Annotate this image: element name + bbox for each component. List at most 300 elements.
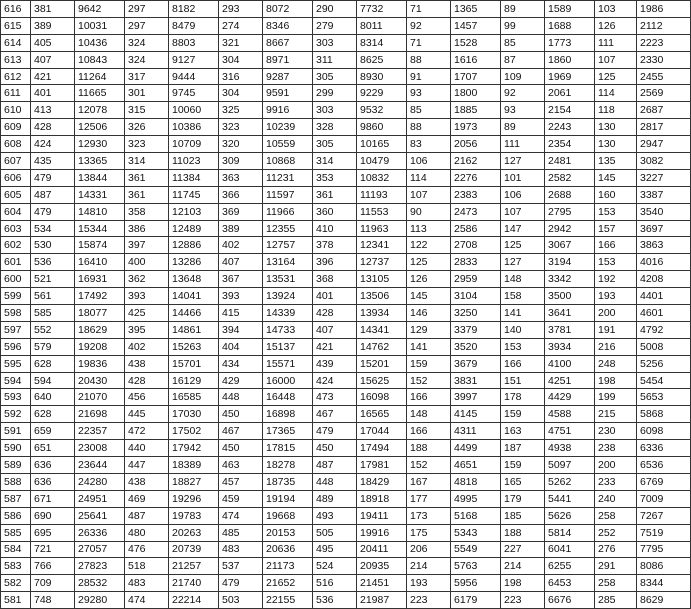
- table-cell: 450: [313, 440, 357, 457]
- table-cell: 12737: [357, 254, 407, 271]
- table-cell: 591: [1, 423, 31, 440]
- table-cell: 325: [219, 102, 263, 119]
- table-cell: 579: [31, 338, 75, 355]
- table-cell: 2162: [451, 153, 501, 170]
- table-cell: 367: [219, 271, 263, 288]
- table-cell: 27057: [75, 541, 125, 558]
- table-cell: 459: [219, 490, 263, 507]
- table-cell: 13105: [357, 271, 407, 288]
- table-cell: 361: [125, 186, 169, 203]
- table-cell: 600: [1, 271, 31, 288]
- table-cell: 9287: [263, 68, 313, 85]
- table-cell: 487: [313, 457, 357, 474]
- table-cell: 636: [31, 473, 75, 490]
- table-cell: 21698: [75, 406, 125, 423]
- table-cell: 14041: [169, 288, 219, 305]
- table-cell: 179: [501, 490, 545, 507]
- table-cell: 106: [407, 153, 451, 170]
- table-cell: 20153: [263, 524, 313, 541]
- table-cell: 480: [125, 524, 169, 541]
- table-cell: 11963: [357, 220, 407, 237]
- table-cell: 8629: [637, 592, 691, 609]
- table-cell: 13365: [75, 153, 125, 170]
- table-cell: 159: [501, 457, 545, 474]
- table-cell: 485: [219, 524, 263, 541]
- table-cell: 4938: [545, 440, 595, 457]
- table-cell: 598: [1, 305, 31, 322]
- table-cell: 16448: [263, 389, 313, 406]
- table-cell: 21652: [263, 575, 313, 592]
- table-cell: 487: [125, 507, 169, 524]
- table-cell: 111: [595, 34, 637, 51]
- table-cell: 89: [501, 119, 545, 136]
- table-cell: 127: [501, 254, 545, 271]
- table-cell: 2817: [637, 119, 691, 136]
- table-cell: 13924: [263, 288, 313, 305]
- table-cell: 604: [1, 203, 31, 220]
- table-cell: 401: [31, 85, 75, 102]
- table-cell: 483: [125, 575, 169, 592]
- table-cell: 122: [407, 237, 451, 254]
- table-cell: 24951: [75, 490, 125, 507]
- table-row: [1, 305, 691, 322]
- table-cell: 285: [595, 592, 637, 609]
- table-cell: 2330: [637, 51, 691, 68]
- table-cell: 397: [125, 237, 169, 254]
- table-cell: 13844: [75, 169, 125, 186]
- table-cell: 597: [1, 321, 31, 338]
- table-cell: 396: [313, 254, 357, 271]
- table-cell: 188: [407, 440, 451, 457]
- table-cell: 21740: [169, 575, 219, 592]
- table-cell: 2569: [637, 85, 691, 102]
- table-cell: 6676: [545, 592, 595, 609]
- table-cell: 188: [501, 524, 545, 541]
- table-cell: 6179: [451, 592, 501, 609]
- table-cell: 22357: [75, 423, 125, 440]
- table-cell: 5549: [451, 541, 501, 558]
- table-cell: 15201: [357, 355, 407, 372]
- table-cell: 2455: [637, 68, 691, 85]
- table-cell: 6255: [545, 558, 595, 575]
- table-cell: 258: [595, 575, 637, 592]
- table-cell: 593: [1, 389, 31, 406]
- table-cell: 178: [501, 389, 545, 406]
- table-cell: 7009: [637, 490, 691, 507]
- table-cell: 153: [595, 254, 637, 271]
- table-cell: 15571: [263, 355, 313, 372]
- table-row: [1, 136, 691, 153]
- table-cell: 9591: [263, 85, 313, 102]
- table-cell: 10559: [263, 136, 313, 153]
- table-cell: 424: [31, 136, 75, 153]
- table-cell: 109: [501, 68, 545, 85]
- table-cell: 92: [501, 85, 545, 102]
- table-cell: 536: [313, 592, 357, 609]
- table-cell: 425: [125, 305, 169, 322]
- table-cell: 21451: [357, 575, 407, 592]
- table-cell: 2112: [637, 17, 691, 34]
- table-cell: 552: [31, 321, 75, 338]
- table-cell: 362: [125, 271, 169, 288]
- table-cell: 614: [1, 34, 31, 51]
- table-cell: 602: [1, 237, 31, 254]
- table-cell: 18389: [169, 457, 219, 474]
- table-cell: 4651: [451, 457, 501, 474]
- table-cell: 393: [125, 288, 169, 305]
- table-cell: 198: [595, 372, 637, 389]
- table-cell: 429: [219, 372, 263, 389]
- table-cell: 18278: [263, 457, 313, 474]
- table-cell: 146: [407, 305, 451, 322]
- table-cell: 16410: [75, 254, 125, 271]
- table-cell: 166: [501, 355, 545, 372]
- table-cell: 690: [31, 507, 75, 524]
- table-cell: 2354: [545, 136, 595, 153]
- table-cell: 153: [501, 338, 545, 355]
- table-cell: 15874: [75, 237, 125, 254]
- table-cell: 1969: [545, 68, 595, 85]
- table-cell: 199: [595, 389, 637, 406]
- table-cell: 8072: [263, 1, 313, 18]
- table-cell: 518: [125, 558, 169, 575]
- table-cell: 3781: [545, 321, 595, 338]
- table-cell: 248: [595, 355, 637, 372]
- table-cell: 360: [313, 203, 357, 220]
- table-cell: 4429: [545, 389, 595, 406]
- table-cell: 10165: [357, 136, 407, 153]
- table-cell: 303: [313, 102, 357, 119]
- table-cell: 424: [313, 372, 357, 389]
- table-cell: 456: [125, 389, 169, 406]
- table-cell: 103: [595, 1, 637, 18]
- table-row: [1, 203, 691, 220]
- table-cell: 421: [31, 68, 75, 85]
- table-cell: 111: [501, 136, 545, 153]
- table-cell: 592: [1, 406, 31, 423]
- table-cell: 561: [31, 288, 75, 305]
- table-cell: 19836: [75, 355, 125, 372]
- table-cell: 410: [313, 220, 357, 237]
- table-cell: 214: [501, 558, 545, 575]
- table-row: [1, 592, 691, 609]
- table-cell: 130: [595, 119, 637, 136]
- table-cell: 91: [407, 68, 451, 85]
- table-cell: 85: [501, 34, 545, 51]
- table-row: [1, 102, 691, 119]
- table-cell: 125: [595, 68, 637, 85]
- table-cell: 191: [595, 321, 637, 338]
- table-cell: 227: [501, 541, 545, 558]
- table-cell: 165: [501, 473, 545, 490]
- table-cell: 601: [1, 254, 31, 271]
- table-cell: 472: [125, 423, 169, 440]
- table-row: [1, 423, 691, 440]
- table-cell: 13286: [169, 254, 219, 271]
- table-cell: 8314: [357, 34, 407, 51]
- table-cell: 11384: [169, 169, 219, 186]
- table-cell: 2383: [451, 186, 501, 203]
- table-cell: 206: [407, 541, 451, 558]
- table-cell: 463: [219, 457, 263, 474]
- table-cell: 323: [219, 119, 263, 136]
- table-cell: 487: [31, 186, 75, 203]
- table-row: [1, 440, 691, 457]
- table-cell: 92: [407, 17, 451, 34]
- table-cell: 15137: [263, 338, 313, 355]
- table-cell: 448: [219, 389, 263, 406]
- table-cell: 3540: [637, 203, 691, 220]
- table-cell: 152: [407, 457, 451, 474]
- table-cell: 595: [1, 355, 31, 372]
- table-cell: 125: [407, 254, 451, 271]
- table-cell: 141: [407, 338, 451, 355]
- table-cell: 18918: [357, 490, 407, 507]
- table-cell: 16931: [75, 271, 125, 288]
- table-cell: 2833: [451, 254, 501, 271]
- table-cell: 16098: [357, 389, 407, 406]
- table-cell: 2481: [545, 153, 595, 170]
- table-cell: 17492: [75, 288, 125, 305]
- table-cell: 3697: [637, 220, 691, 237]
- table-cell: 12506: [75, 119, 125, 136]
- table-cell: 2582: [545, 169, 595, 186]
- table-cell: 223: [501, 592, 545, 609]
- table-cell: 157: [595, 220, 637, 237]
- table-cell: 407: [31, 51, 75, 68]
- table-cell: 8803: [169, 34, 219, 51]
- table-row: [1, 119, 691, 136]
- table-cell: 10479: [357, 153, 407, 170]
- table-cell: 6536: [637, 457, 691, 474]
- table-cell: 20263: [169, 524, 219, 541]
- table-cell: 12757: [263, 237, 313, 254]
- table-cell: 19916: [357, 524, 407, 541]
- table-row: [1, 68, 691, 85]
- table-row: [1, 153, 691, 170]
- table-cell: 10239: [263, 119, 313, 136]
- table-cell: 13934: [357, 305, 407, 322]
- table-row: [1, 507, 691, 524]
- table-cell: 309: [219, 153, 263, 170]
- table-cell: 607: [1, 153, 31, 170]
- table-cell: 483: [219, 541, 263, 558]
- table-cell: 305: [313, 136, 357, 153]
- table-cell: 636: [31, 457, 75, 474]
- table-cell: 613: [1, 51, 31, 68]
- table-cell: 1616: [451, 51, 501, 68]
- table-cell: 11264: [75, 68, 125, 85]
- table-cell: 177: [407, 490, 451, 507]
- table-row: [1, 406, 691, 423]
- table-cell: 274: [219, 17, 263, 34]
- table-cell: 389: [31, 17, 75, 34]
- table-cell: 145: [595, 169, 637, 186]
- table-cell: 18827: [169, 473, 219, 490]
- table-row: [1, 558, 691, 575]
- table-cell: 12489: [169, 220, 219, 237]
- table-cell: 175: [407, 524, 451, 541]
- table-cell: 4818: [451, 473, 501, 490]
- table-cell: 4401: [637, 288, 691, 305]
- table-cell: 612: [1, 68, 31, 85]
- table-cell: 748: [31, 592, 75, 609]
- table-cell: 4311: [451, 423, 501, 440]
- table-cell: 428: [31, 119, 75, 136]
- table-cell: 314: [313, 153, 357, 170]
- table-cell: 415: [219, 305, 263, 322]
- table-cell: 9127: [169, 51, 219, 68]
- table-cell: 404: [219, 338, 263, 355]
- table-cell: 10868: [263, 153, 313, 170]
- table-cell: 581: [1, 592, 31, 609]
- table-cell: 599: [1, 288, 31, 305]
- table-cell: 5262: [545, 473, 595, 490]
- table-cell: 608: [1, 136, 31, 153]
- table-cell: 148: [407, 406, 451, 423]
- table-cell: 12078: [75, 102, 125, 119]
- table-cell: 8182: [169, 1, 219, 18]
- table-cell: 20636: [263, 541, 313, 558]
- table-cell: 89: [501, 1, 545, 18]
- table-cell: 328: [313, 119, 357, 136]
- table-cell: 2154: [545, 102, 595, 119]
- table-cell: 386: [125, 220, 169, 237]
- table-cell: 187: [501, 440, 545, 457]
- table-cell: 216: [595, 338, 637, 355]
- table-cell: 10843: [75, 51, 125, 68]
- table-cell: 16129: [169, 372, 219, 389]
- table-cell: 12930: [75, 136, 125, 153]
- table-cell: 258: [595, 507, 637, 524]
- table-cell: 173: [407, 507, 451, 524]
- table-cell: 2056: [451, 136, 501, 153]
- table-cell: 447: [125, 457, 169, 474]
- table-cell: 14341: [357, 321, 407, 338]
- table-cell: 450: [219, 440, 263, 457]
- table-cell: 4601: [637, 305, 691, 322]
- table-cell: 530: [31, 237, 75, 254]
- table-cell: 3997: [451, 389, 501, 406]
- table-cell: 14466: [169, 305, 219, 322]
- table-cell: 71: [407, 34, 451, 51]
- table-row: [1, 271, 691, 288]
- table-cell: 27823: [75, 558, 125, 575]
- table-cell: 5008: [637, 338, 691, 355]
- table-cell: 709: [31, 575, 75, 592]
- table-cell: 17030: [169, 406, 219, 423]
- table-cell: 1457: [451, 17, 501, 34]
- table-cell: 152: [407, 372, 451, 389]
- table-cell: 4588: [545, 406, 595, 423]
- table-cell: 438: [125, 473, 169, 490]
- table-cell: 71: [407, 1, 451, 18]
- table-cell: 90: [407, 203, 451, 220]
- table-cell: 616: [1, 1, 31, 18]
- table-row: [1, 473, 691, 490]
- table-cell: 439: [313, 355, 357, 372]
- table-cell: 293: [219, 1, 263, 18]
- table-cell: 14810: [75, 203, 125, 220]
- table-cell: 590: [1, 440, 31, 457]
- table-cell: 5763: [451, 558, 501, 575]
- table-cell: 19208: [75, 338, 125, 355]
- table-cell: 23644: [75, 457, 125, 474]
- table-cell: 5441: [545, 490, 595, 507]
- table-cell: 127: [501, 153, 545, 170]
- table-cell: 7267: [637, 507, 691, 524]
- table-cell: 4100: [545, 355, 595, 372]
- table-cell: 129: [407, 321, 451, 338]
- table-cell: 393: [219, 288, 263, 305]
- table-cell: 536: [31, 254, 75, 271]
- table-cell: 21173: [263, 558, 313, 575]
- table-cell: 4995: [451, 490, 501, 507]
- table-cell: 428: [125, 372, 169, 389]
- table-cell: 5653: [637, 389, 691, 406]
- table-cell: 15701: [169, 355, 219, 372]
- table-row: [1, 34, 691, 51]
- table-cell: 18629: [75, 321, 125, 338]
- table-cell: 297: [125, 17, 169, 34]
- table-cell: 21070: [75, 389, 125, 406]
- table-cell: 402: [125, 338, 169, 355]
- table-cell: 479: [313, 423, 357, 440]
- table-cell: 3641: [545, 305, 595, 322]
- table-cell: 8930: [357, 68, 407, 85]
- table-row: [1, 389, 691, 406]
- table-row: [1, 321, 691, 338]
- table-row: [1, 51, 691, 68]
- table-cell: 524: [313, 558, 357, 575]
- table-cell: 297: [125, 1, 169, 18]
- table-cell: 434: [219, 355, 263, 372]
- table-cell: 320: [219, 136, 263, 153]
- table-cell: 5168: [451, 507, 501, 524]
- table-cell: 4208: [637, 271, 691, 288]
- table-row: [1, 372, 691, 389]
- table-cell: 450: [219, 406, 263, 423]
- table-cell: 22214: [169, 592, 219, 609]
- table-cell: 421: [313, 338, 357, 355]
- table-cell: 3227: [637, 169, 691, 186]
- table-cell: 141: [501, 305, 545, 322]
- table-row: [1, 1, 691, 18]
- table-cell: 13164: [263, 254, 313, 271]
- table-cell: 11193: [357, 186, 407, 203]
- table-cell: 18429: [357, 473, 407, 490]
- table-cell: 2942: [545, 220, 595, 237]
- table-cell: 10060: [169, 102, 219, 119]
- table-cell: 151: [501, 372, 545, 389]
- table-cell: 17981: [357, 457, 407, 474]
- table-cell: 11745: [169, 186, 219, 203]
- table-cell: 20935: [357, 558, 407, 575]
- table-cell: 23008: [75, 440, 125, 457]
- table-cell: 17044: [357, 423, 407, 440]
- table-cell: 12886: [169, 237, 219, 254]
- table-cell: 16585: [169, 389, 219, 406]
- table-cell: 315: [125, 102, 169, 119]
- table-cell: 361: [313, 186, 357, 203]
- table-cell: 215: [595, 406, 637, 423]
- table-cell: 15344: [75, 220, 125, 237]
- table-cell: 8346: [263, 17, 313, 34]
- table-cell: 29280: [75, 592, 125, 609]
- table-cell: 147: [501, 220, 545, 237]
- table-cell: 6098: [637, 423, 691, 440]
- table-cell: 5256: [637, 355, 691, 372]
